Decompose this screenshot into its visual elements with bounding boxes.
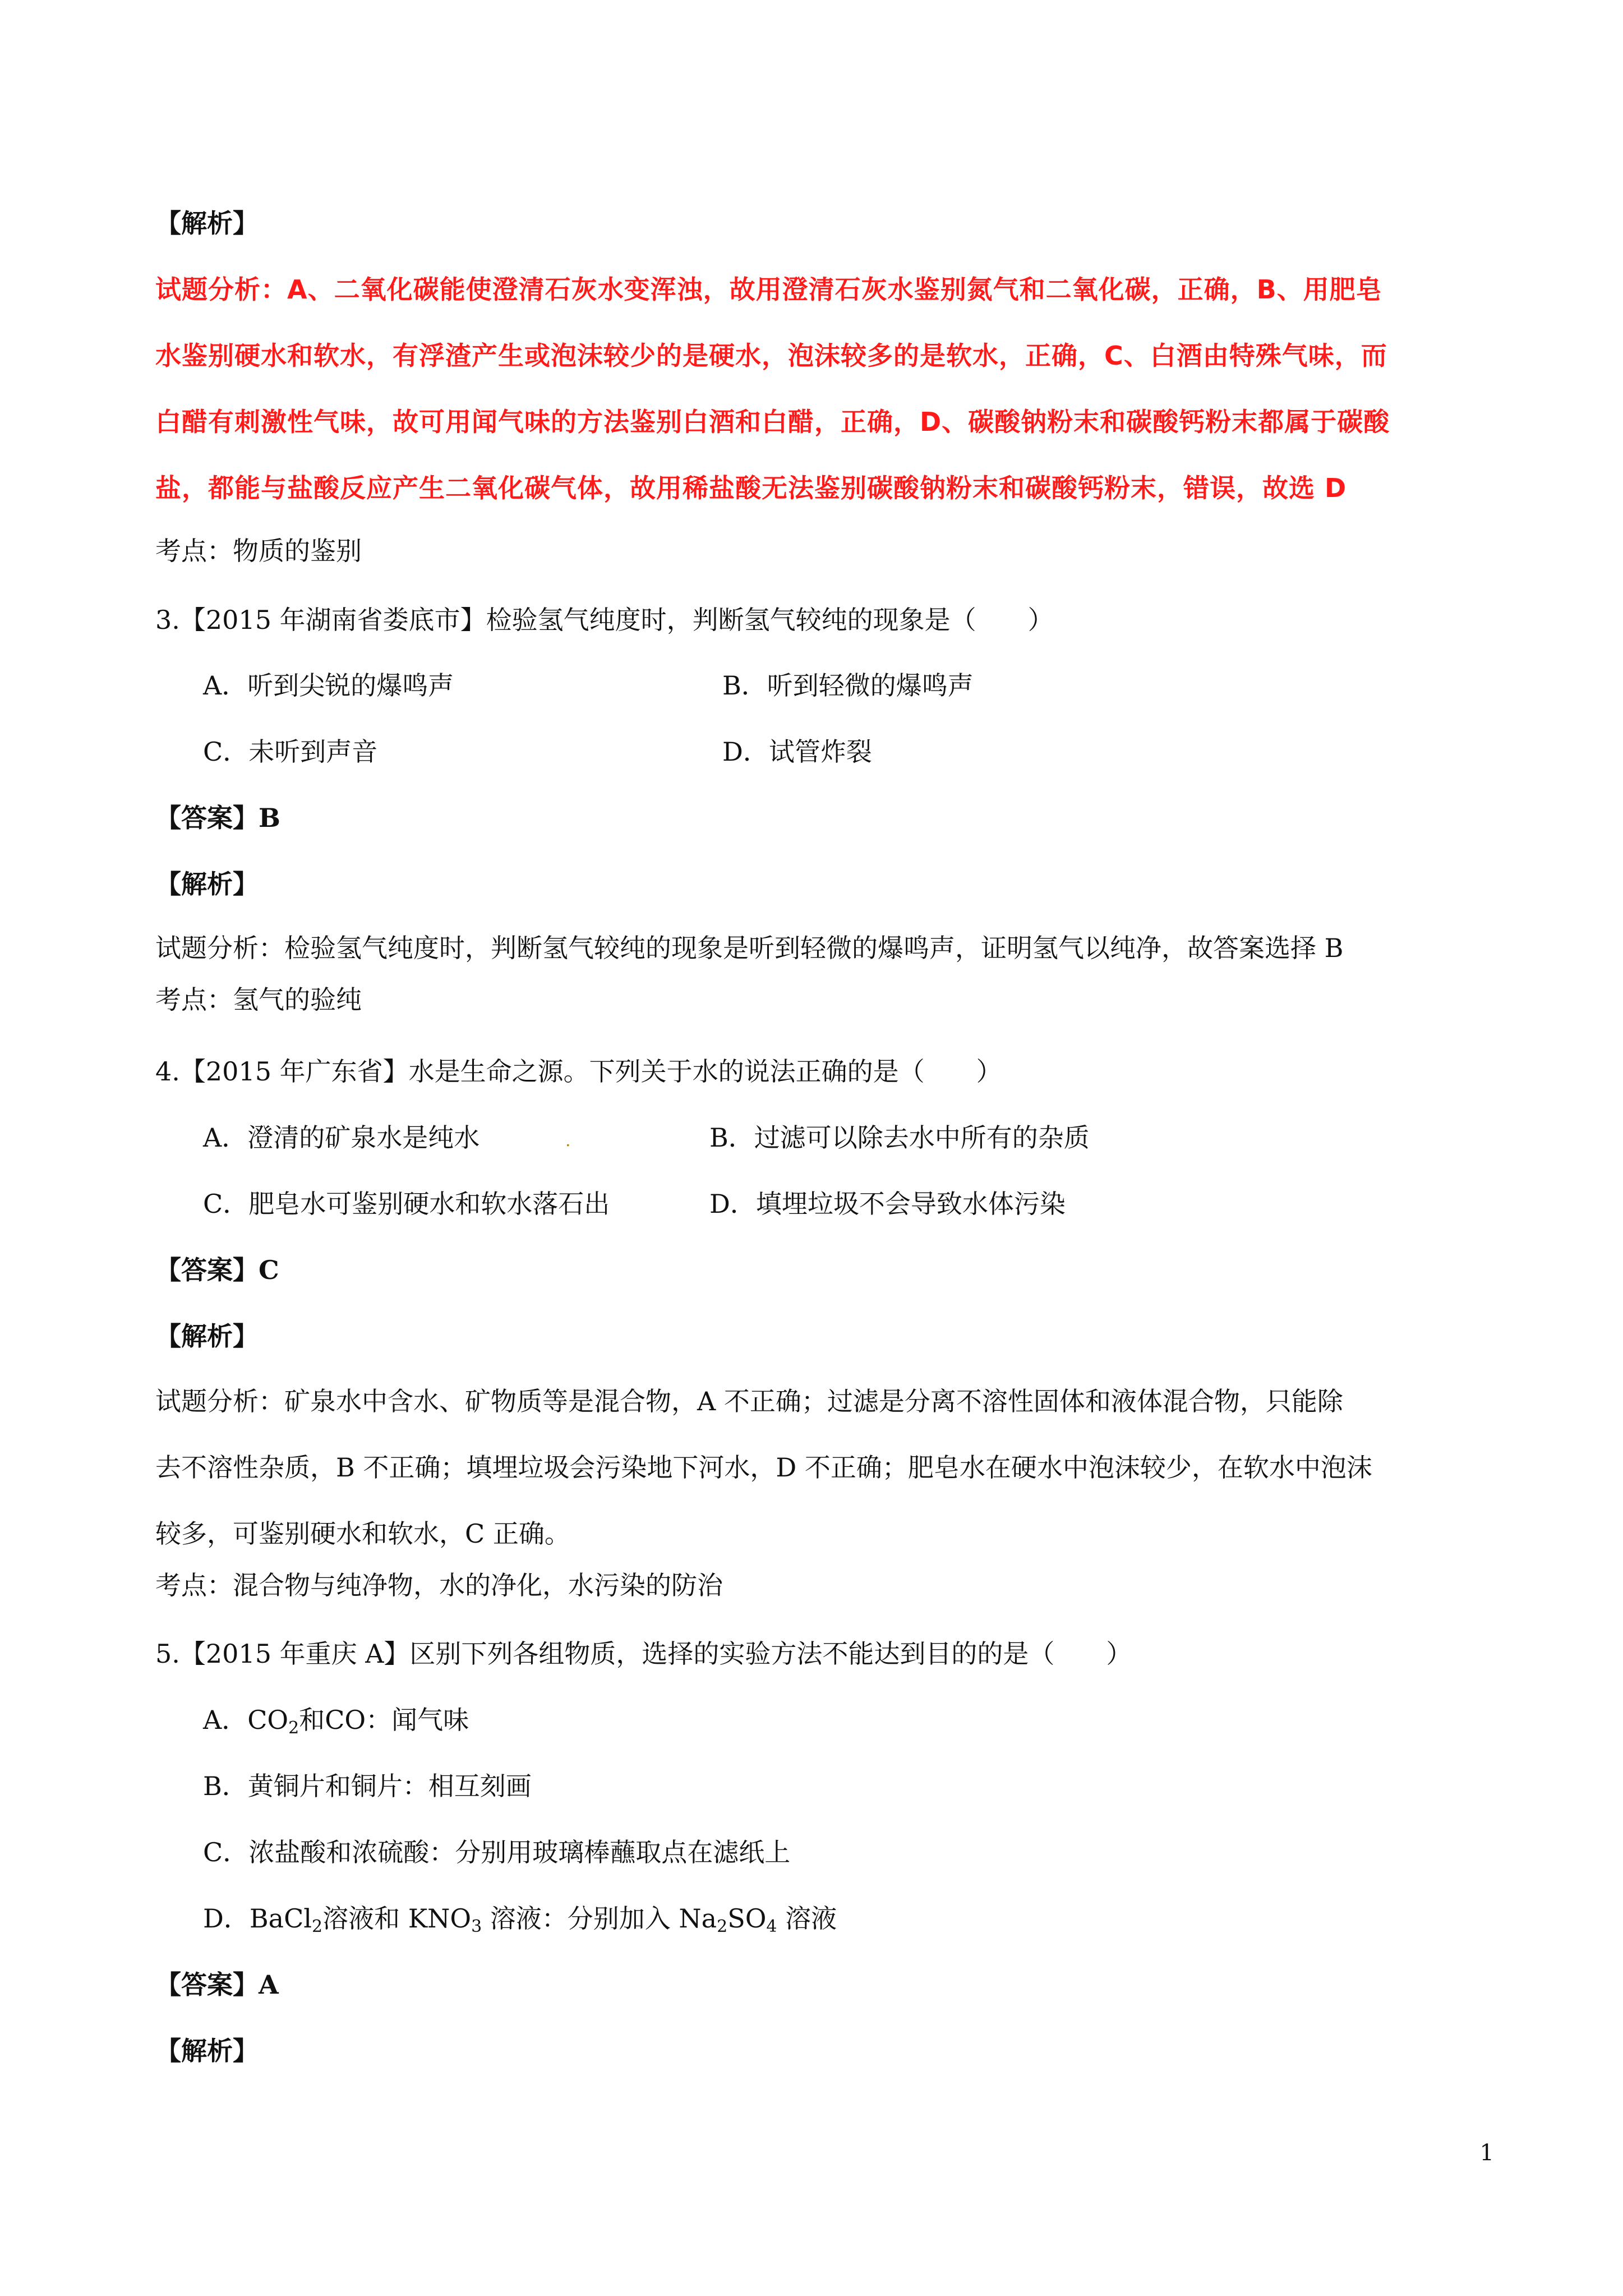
question-3-option-b: B．听到轻微的爆鸣声 [722, 670, 974, 701]
analysis-line-3: 白醋有刺激性气味，故可用闻气味的方法鉴别白酒和白醋，正确，D、碳酸钠粉末和碳酸钙粉末都属于碳酸 [155, 407, 1390, 437]
analysis-label: 【解析】 [155, 208, 259, 238]
question-4-option-d: D．填埋垃圾不会导致水体污染 [709, 1189, 1066, 1219]
kaodian-1: 考点：物质的鉴别 [155, 536, 362, 566]
question-5-option-b: B．黄铜片和铜片：相互刻画 [203, 1771, 532, 1801]
question-3-option-d: D．试管炸裂 [722, 737, 872, 767]
question-5-option-a: A．$CO_2$和CO：闻气味 [203, 1705, 469, 1738]
question-3-option-c: C．未听到声音 [203, 737, 378, 767]
question-4-analysis-line-1: 试题分析：矿泉水中含水、矿物质等是混合物，A 不正确；过滤是分离不溶性固体和液体混合物，只能除 [155, 1386, 1343, 1416]
page-number: 1 [1479, 2140, 1494, 2166]
analysis-line-2: 水鉴别硬水和软水，有浮渣产生或泡沫较少的是硬水，泡沫较多的是软水，正确，C、白酒由特殊气味，而 [155, 341, 1387, 371]
question-3-analysis: 试题分析：检验氢气纯度时，判断氢气较纯的现象是听到轻微的爆鸣声，证明氢气以纯净，故答案选择 B [155, 933, 1344, 963]
question-3-kaodian: 考点：氢气的验纯 [155, 984, 362, 1015]
question-4-analysis-line-3: 较多，可鉴别硬水和软水，C 正确。 [155, 1519, 570, 1549]
analysis-line-4: 盐，都能与盐酸反应产生二氧化碳气体，故用稀盐酸无法鉴别碳酸钠粉末和碳酸钙粉末，错误，故选 D [155, 473, 1347, 503]
question-5-option-c: C．浓盐酸和浓硫酸：分别用玻璃棒蘸取点在滤纸上 [203, 1837, 791, 1867]
question-3-stem: 3.【2015 年湖南省娄底市】检验氢气纯度时，判断氢气较纯的现象是（ ） [155, 605, 1054, 635]
question-3-answer: 【答案】B [155, 803, 280, 833]
analysis-line-1: 试题分析：A、二氧化碳能使澄清石灰水变浑浊，故用澄清石灰水鉴别氮气和二氧化碳，正确，B、用肥皂 [155, 274, 1382, 305]
question-4-option-a: A．澄清的矿泉水是纯水 [203, 1122, 480, 1153]
question-4-stem: 4.【2015 年广东省】水是生命之源。下列关于水的说法正确的是（ ） [155, 1056, 1002, 1087]
question-4-option-c: C．肥皂水可鉴别硬水和软水落石出 [203, 1189, 610, 1219]
question-3-analysis-label: 【解析】 [155, 869, 259, 899]
question-5-analysis-label: 【解析】 [155, 2036, 259, 2066]
stray-mark: . [565, 1131, 571, 1151]
question-4-kaodian: 考点：混合物与纯净物，水的净化，水污染的防治 [155, 1570, 723, 1600]
question-5-answer: 【答案】A [155, 1970, 279, 2000]
question-4-analysis-line-2: 去不溶性杂质，B 不正确；填埋垃圾会污染地下河水，D 不正确；肥皂水在硬水中泡沫较少，在软水中泡沫 [155, 1452, 1372, 1483]
question-5-option-d: D．BaCl$_2$溶液和 $KNO_3$ 溶液：分别加入 $Na_2SO_4$ 溶液 [203, 1903, 837, 1936]
question-4-analysis-label: 【解析】 [155, 1321, 259, 1351]
question-4-option-b: B．过滤可以除去水中所有的杂质 [709, 1122, 1090, 1153]
question-3-option-a: A．听到尖锐的爆鸣声 [203, 670, 454, 701]
question-4-answer: 【答案】C [155, 1255, 279, 1285]
question-5-stem: 5.【2015 年重庆 A】区别下列各组物质，选择的实验方法不能达到目的的是（ ） [155, 1639, 1132, 1669]
